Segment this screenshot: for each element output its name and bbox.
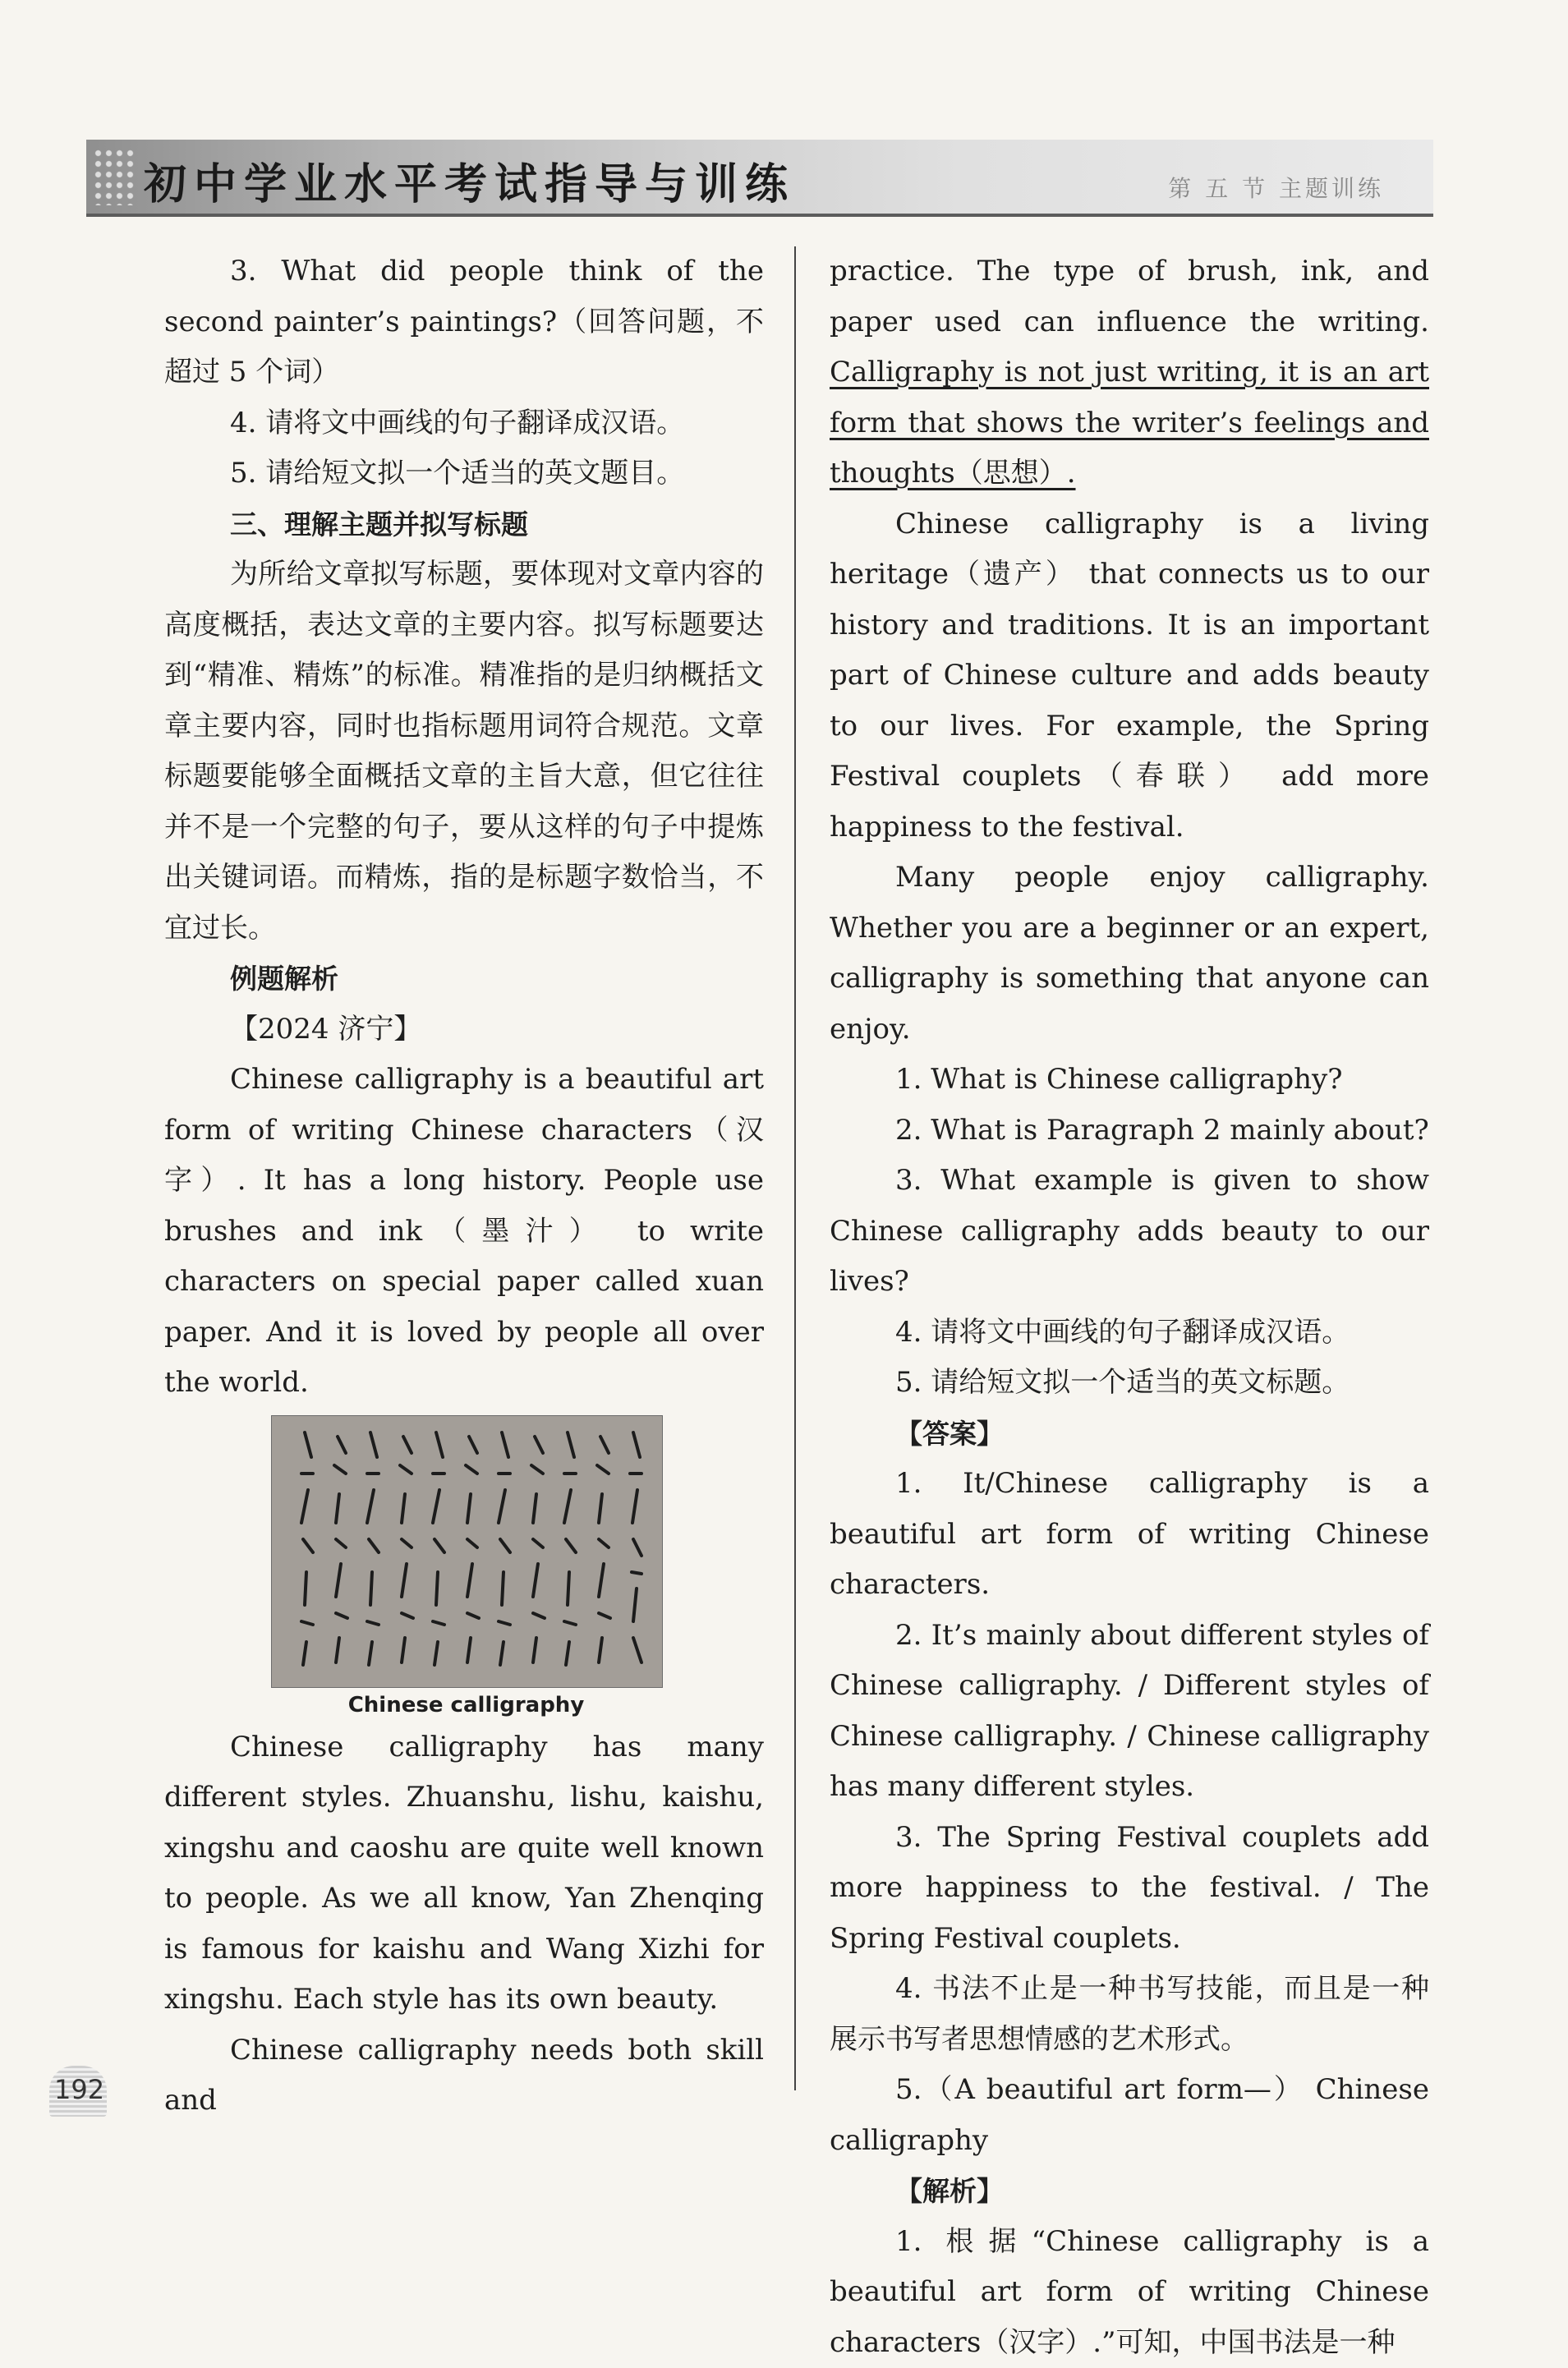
- section-heading: 三、理解主题并拟写标题: [164, 499, 764, 550]
- example-question-4: 4. 请将文中画线的句子翻译成汉语。: [830, 1308, 1429, 1359]
- passage-paragraph-2: Chinese calligraphy has many different styles. Zhuanshu, lishu, kaishu, xingshu and caoshu are quite well known to people. As we all know, Yan Zhenqing is famous for kaishu and Wang Xizhi for xingshu. Each style has its own beauty.: [164, 1722, 764, 2025]
- calligraphy-image: [271, 1415, 663, 1688]
- analysis-heading: 【解析】: [830, 2166, 1429, 2217]
- question-4: 4. 请将文中画线的句子翻译成汉语。: [164, 398, 764, 449]
- example-question-1: 1. What is Chinese calligraphy?: [830, 1055, 1429, 1106]
- column-divider: [794, 246, 796, 2090]
- passage-plain-text: practice. The type of brush, ink, and paper used can influence the writing.: [830, 255, 1429, 338]
- question-5: 5. 请给短文拟一个适当的英文题目。: [164, 448, 764, 499]
- example-question-5: 5. 请给短文拟一个适当的英文标题。: [830, 1358, 1429, 1409]
- page-header: [86, 140, 1433, 217]
- answer-5: 5.（A beautiful art form—） Chinese calligraphy: [830, 2065, 1429, 2166]
- passage-paragraph-4: Chinese calligraphy is a living heritage（遗产） that connects us to our history and traditions. It is an important part of Chinese culture and adds beauty to our lives. For example, the Spring Festival couplets（春联） add more happiness to the festival.: [830, 499, 1429, 853]
- image-caption: Chinese calligraphy: [271, 1693, 661, 1717]
- page-number: 192: [54, 2074, 104, 2105]
- answer-4: 4. 书法不止是一种书写技能，而且是一种展示书写者思想情感的艺术形式。: [830, 1964, 1429, 2065]
- calligraphy-strokes-graphic: [272, 1416, 662, 1687]
- example-question-3: 3. What example is given to show Chinese calligraphy adds beauty to our lives?: [830, 1156, 1429, 1308]
- section-instructions: 为所给文章拟写标题，要体现对文章内容的高度概括，表达文章的主要内容。拟写标题要达到“精准、精炼”的标准。精准指的是归纳概括文章主要内容，同时也指标题用词符合规范。文章标题要能够全面概括文章的主旨大意，但它往往并不是一个完整的句子，要从这样的句子中提炼出关键词语。而精炼，指的是标题字数恰当，不宜过长。: [164, 549, 764, 954]
- left-column: [164, 246, 764, 2127]
- book-title: 初中学业水平考试指导与训练: [144, 149, 795, 211]
- header-section-label: 第 五 节 主题训练: [1168, 171, 1384, 204]
- passage-paragraph-5: Many people enjoy calligraphy. Whether you are a beginner or an expert, calligraphy is something that anyone can enjoy.: [830, 853, 1429, 1055]
- passage-paragraph-3-continued: [830, 246, 1429, 499]
- example-heading: 例题解析: [164, 954, 764, 1005]
- header-dot-pattern: [93, 148, 136, 205]
- example-question-2: 2. What is Paragraph 2 mainly about?: [830, 1106, 1429, 1156]
- underlined-sentence: Calligraphy is not just writing, it is an art form that shows the writer’s feelings and thoughts（思想）.: [830, 356, 1429, 490]
- answer-heading: 【答案】: [830, 1409, 1429, 1460]
- question-3: 3. What did people think of the second painter’s paintings?（回答问题，不超过 5 个词）: [164, 246, 764, 398]
- exam-source-label: 【2024 济宁】: [164, 1005, 764, 1055]
- answer-2: 2. It’s mainly about different styles of Chinese calligraphy. / Different styles of Chinese calligraphy. / Chinese calligraphy has many different styles.: [830, 1611, 1429, 1813]
- calligraphy-figure: [271, 1415, 661, 1717]
- analysis-1: 1. 根据“Chinese calligraphy is a beautiful art form of writing Chinese characters（汉字）.”可知，中国书法是一种: [830, 2217, 1429, 2368]
- answer-3: 3. The Spring Festival couplets add more happiness to the festival. / The Spring Festival couplets.: [830, 1813, 1429, 1965]
- right-column: [830, 246, 1429, 2368]
- passage-paragraph-1: Chinese calligraphy is a beautiful art form of writing Chinese characters（汉字）. It has a long history. People use brushes and ink（墨汁） to write characters on special paper called xuan paper. And it is loved by people all over the world.: [164, 1055, 764, 1409]
- answer-1: 1. It/Chinese calligraphy is a beautiful art form of writing Chinese characters.: [830, 1459, 1429, 1611]
- passage-paragraph-3-start: Chinese calligraphy needs both skill and: [164, 2025, 764, 2127]
